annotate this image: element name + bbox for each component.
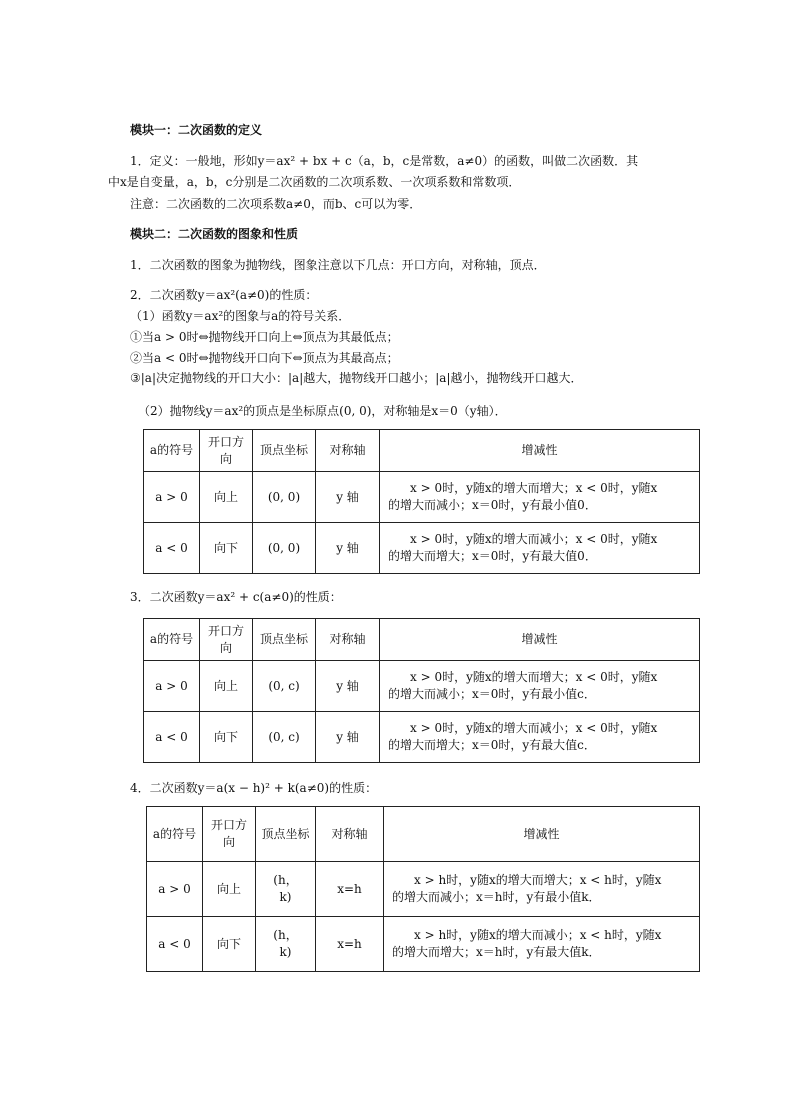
- monotonic-line-1: x > h时，y随x的增大而增大；x < h时，y随x: [414, 873, 662, 887]
- cell-vertex: (0, 0): [253, 523, 316, 574]
- case-3: ③|a|决定抛物线的开口大小：|a|越大，抛物线开口越小；|a|越小，抛物线开口越大．: [130, 371, 583, 385]
- cell-a: a < 0: [147, 917, 203, 972]
- cell-opening: 向上: [200, 472, 253, 523]
- header-a-sign: a的符号: [144, 430, 200, 472]
- vertex-line-2: k): [279, 945, 292, 959]
- table-row: [144, 523, 700, 574]
- header-monotonic: 增减性: [384, 807, 700, 862]
- properties-table-3: [146, 806, 700, 972]
- header-monotonic: 增减性: [380, 619, 700, 661]
- cell-vertex: [256, 917, 316, 972]
- vertex-line-1: (h，: [273, 928, 298, 942]
- definition-note: 注意：二次函数的二次项系数a≠0，而b、c可以为零．: [130, 197, 422, 211]
- item-3: 3．二次函数y＝ax² + c(a≠0)的性质：: [130, 590, 342, 604]
- cell-a: a > 0: [147, 862, 203, 917]
- sub-2: （2）抛物线y＝ax²的顶点是坐标原点(0, 0)，对称轴是x＝0（y轴）．: [138, 404, 507, 418]
- header-axis: 对称轴: [316, 807, 384, 862]
- monotonic-line-2: 的增大而增大；x＝0时，y有最大值0．: [388, 549, 597, 563]
- cell-axis: y 轴: [316, 523, 380, 574]
- case-1: ①当a > 0时⇔抛物线开口向上⇔顶点为其最低点；: [130, 330, 399, 344]
- case-2: ②当a < 0时⇔抛物线开口向下⇔顶点为其最高点；: [130, 351, 399, 365]
- cell-vertex: (0, c): [253, 712, 316, 763]
- header-opening: 开口方向: [200, 430, 253, 472]
- monotonic-line-2: 的增大而减小；x＝0时，y有最小值0．: [388, 498, 597, 512]
- table-header-row: [144, 619, 700, 661]
- header-opening: 开口方向: [200, 619, 253, 661]
- cell-monotonic: [380, 712, 700, 763]
- module2-title: 模块二：二次函数的图象和性质: [130, 227, 299, 241]
- cell-opening: 向下: [200, 523, 253, 574]
- cell-axis: y 轴: [316, 661, 380, 712]
- cell-vertex: (0, 0): [253, 472, 316, 523]
- cell-axis: x=h: [316, 862, 384, 917]
- monotonic-line-2: 的增大而减小；x＝0时，y有最小值c．: [388, 687, 596, 701]
- table-row: [144, 661, 700, 712]
- sub-1: （1）函数y＝ax²的图象与a的符号关系．: [130, 309, 351, 323]
- header-vertex: 顶点坐标: [253, 619, 316, 661]
- cell-monotonic: [384, 917, 700, 972]
- cell-a: a < 0: [144, 523, 200, 574]
- item-1: 1．二次函数的图象为抛物线，图象注意以下几点：开口方向，对称轴，顶点．: [130, 258, 546, 272]
- cell-axis: x=h: [316, 917, 384, 972]
- item-2: 2．二次函数y＝ax²(a≠0)的性质：: [130, 288, 318, 302]
- table-header-row: [147, 807, 700, 862]
- table-row: [144, 712, 700, 763]
- monotonic-line-2: 的增大而增大；x＝h时，y有最大值k．: [392, 945, 601, 959]
- header-vertex: 顶点坐标: [253, 430, 316, 472]
- monotonic-line-1: x > 0时，y随x的增大而减小；x < 0时，y随x: [410, 532, 658, 546]
- monotonic-line-1: x > 0时，y随x的增大而增大；x < 0时，y随x: [410, 670, 658, 684]
- monotonic-line-2: 的增大而减小；x＝h时，y有最小值k．: [392, 890, 601, 904]
- cell-monotonic: [380, 472, 700, 523]
- vertex-line-2: k): [279, 890, 292, 904]
- header-opening: 开口方向: [203, 807, 256, 862]
- properties-table-2: [143, 618, 700, 763]
- cell-monotonic: [380, 661, 700, 712]
- definition-line-2: 中x是自变量，a，b，c分别是二次函数的二次项系数、一次项系数和常数项．: [108, 175, 521, 189]
- cell-axis: y 轴: [316, 472, 380, 523]
- header-axis: 对称轴: [316, 430, 380, 472]
- cell-monotonic: [384, 862, 700, 917]
- cell-opening: 向上: [203, 862, 256, 917]
- monotonic-line-1: x > h时，y随x的增大而减小；x < h时，y随x: [414, 928, 662, 942]
- table-header-row: [144, 430, 700, 472]
- monotonic-line-2: 的增大而增大；x＝0时，y有最大值c．: [388, 738, 596, 752]
- header-vertex: 顶点坐标: [256, 807, 316, 862]
- item-4: 4．二次函数y＝a(x − h)² + k(a≠0)的性质：: [130, 781, 378, 795]
- cell-vertex: (0, c): [253, 661, 316, 712]
- table-row: [147, 917, 700, 972]
- cell-axis: y 轴: [316, 712, 380, 763]
- properties-table-1: [143, 429, 700, 574]
- cell-a: a < 0: [144, 712, 200, 763]
- vertex-line-1: (h，: [273, 873, 298, 887]
- header-a-sign: a的符号: [147, 807, 203, 862]
- monotonic-line-1: x > 0时，y随x的增大而增大；x < 0时，y随x: [410, 481, 658, 495]
- cell-opening: 向下: [200, 712, 253, 763]
- cell-opening: 向下: [203, 917, 256, 972]
- table-row: [144, 472, 700, 523]
- cell-vertex: [256, 862, 316, 917]
- module1-title: 模块一：二次函数的定义: [130, 123, 263, 137]
- table-row: [147, 862, 700, 917]
- header-monotonic: 增减性: [380, 430, 700, 472]
- header-axis: 对称轴: [316, 619, 380, 661]
- cell-opening: 向上: [200, 661, 253, 712]
- header-a-sign: a的符号: [144, 619, 200, 661]
- cell-a: a > 0: [144, 472, 200, 523]
- cell-a: a > 0: [144, 661, 200, 712]
- cell-monotonic: [380, 523, 700, 574]
- definition-line-1: 1．定义：一般地，形如y＝ax² + bx + c（a，b，c是常数，a≠0）的函数，叫做二次函数．其: [130, 154, 639, 168]
- monotonic-line-1: x > 0时，y随x的增大而减小；x < 0时，y随x: [410, 721, 658, 735]
